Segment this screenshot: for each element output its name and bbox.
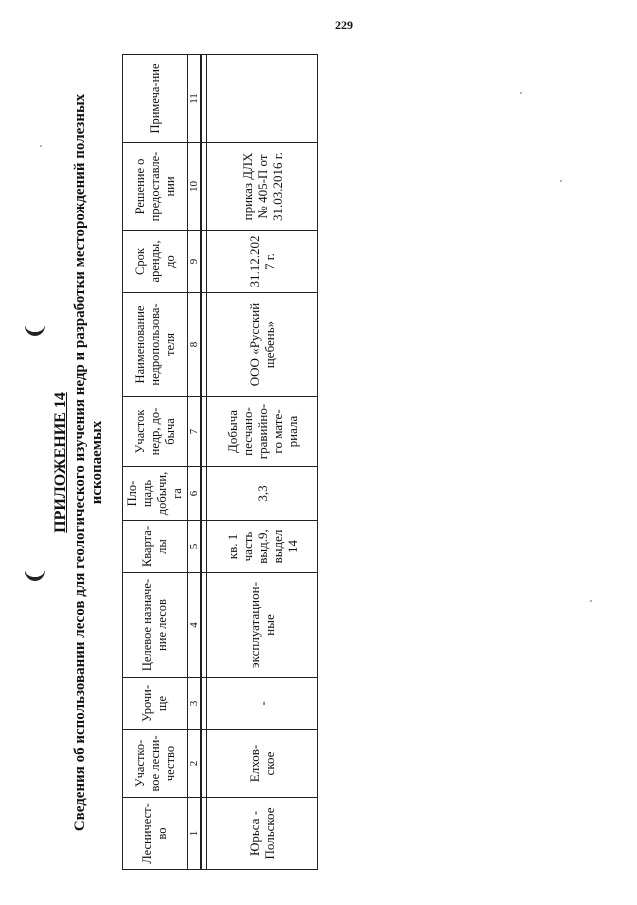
scan-mark: ❩ [23, 566, 49, 586]
column-number: 10 [188, 143, 202, 231]
scan-mark: ❩ [23, 321, 49, 341]
column-header: Примеча-ние [123, 55, 188, 143]
column-header: Участок недр, до-быча [123, 397, 188, 467]
scan-speck [590, 600, 592, 602]
column-number: 6 [188, 467, 202, 521]
rotated-page [50, 55, 570, 870]
column-number-row [188, 55, 202, 870]
column-number: 7 [188, 397, 202, 467]
cell-district-forestry: Елхов-ское [207, 730, 318, 798]
column-number: 3 [188, 678, 202, 730]
header-row [123, 55, 188, 870]
column-header: Участко-вое лесни-чество [123, 730, 188, 798]
column-number: 2 [188, 730, 202, 798]
column-number: 8 [188, 293, 202, 397]
column-number: 5 [188, 521, 202, 573]
column-number: 4 [188, 573, 202, 678]
column-header: Урочи-ще [123, 678, 188, 730]
column-header: Решение о предоставле-нии [123, 143, 188, 231]
table-row [207, 55, 318, 870]
data-table [122, 54, 318, 870]
scan-speck [40, 145, 42, 147]
cell-subsoil-user: ООО «Русский щебень» [207, 293, 318, 397]
cell-lease-term: 31.12.202 7 г. [207, 231, 318, 293]
cell-forestry: Юрьса - Польское [207, 798, 318, 870]
cell-subsoil-plot: Добыча песчано-гравийно-го мате-риала [207, 397, 318, 467]
cell-quarters: кв. 1 часть выд.9, выдел 14 [207, 521, 318, 573]
cell-note [207, 55, 318, 143]
cell-tract: - [207, 678, 318, 730]
column-number: 11 [188, 55, 202, 143]
cell-decision: приказ ДЛХ № 405-П от 31.03.2016 г. [207, 143, 318, 231]
column-number: 1 [188, 798, 202, 870]
column-header: Лесничест-во [123, 798, 188, 870]
appendix-title: ПРИЛОЖЕНИЕ 14 [52, 392, 69, 533]
column-number: 9 [188, 231, 202, 293]
column-header: Наименование недропользова-теля [123, 293, 188, 397]
column-header: Целевое назначе-ние лесов [123, 573, 188, 678]
cell-forest-purpose: эксплуатацион-ные [207, 573, 318, 678]
page-number: 229 [335, 18, 353, 32]
column-header: Кварта-лы [123, 521, 188, 573]
column-header: Пло-щадь добычи, га [123, 467, 188, 521]
heading [52, 55, 106, 870]
column-header: Срок аренды, до [123, 231, 188, 293]
cell-area: 3,3 [207, 467, 318, 521]
appendix-subtitle: Сведения об использовании лесов для геологического изучения недр и разработки месторождений полезных ископаемых [72, 93, 105, 832]
